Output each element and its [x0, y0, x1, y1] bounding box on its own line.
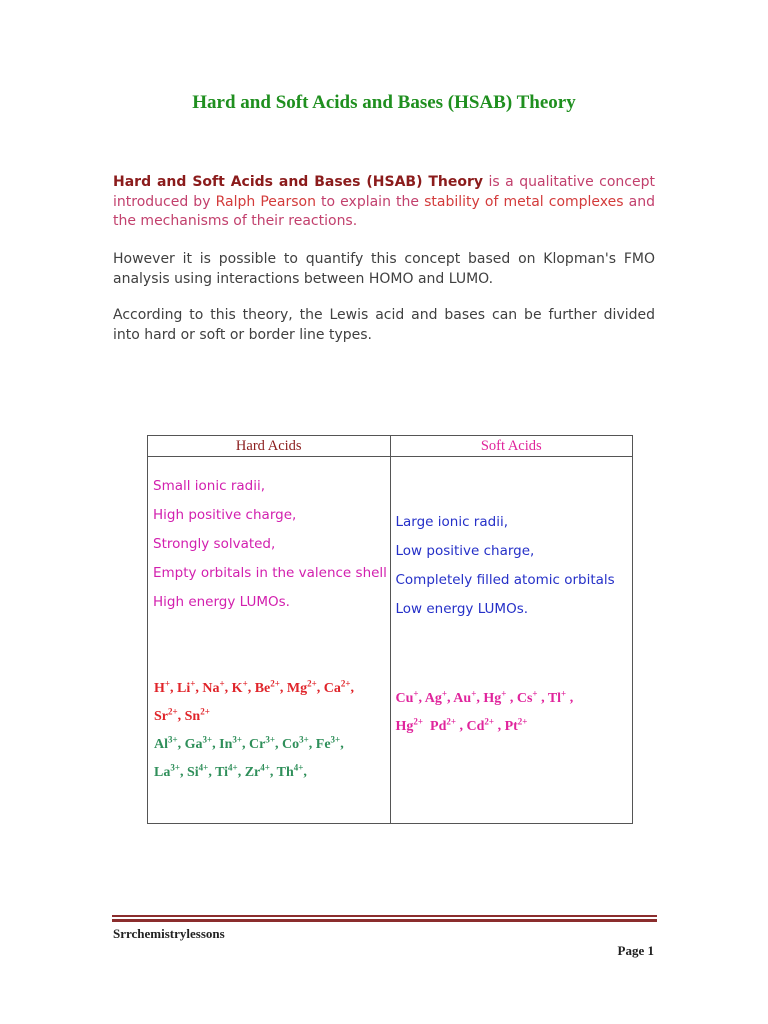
soft-acids-cell	[390, 457, 633, 824]
intro-paragraph	[113, 173, 655, 232]
ion: Tl+	[547, 688, 567, 706]
intro-text-3: and the mechanisms of their reactions.	[113, 193, 655, 229]
ion: $La^{3+}$	[154, 762, 180, 780]
hsab-term: Hard and Soft Acids and Bases (HSAB) Theory	[113, 174, 484, 190]
ion: $Sn^{2+}$	[184, 706, 210, 724]
ion: $Pd^{2+}$	[430, 716, 457, 734]
soft-ions-list	[396, 679, 574, 735]
ion: $Fe^{3+}$	[315, 734, 341, 752]
ion: $Ti^{4+}$	[215, 762, 238, 780]
ion: $Co^{3+}$	[282, 734, 309, 752]
ion: Au+	[453, 688, 477, 706]
hard-ions-line: $Sr^{2+}$, $Sn^{2+}$	[154, 706, 210, 724]
ion: $Si^{4+}$	[186, 762, 209, 780]
ion: $Cd^{2+}$	[466, 716, 495, 734]
ion: $Cr^{3+}$	[249, 734, 276, 752]
ion: $In^{3+}$	[219, 734, 243, 752]
person-name: Ralph Pearson	[215, 193, 316, 210]
ion: Li+	[177, 678, 196, 696]
soft-property: Large ionic radii,	[395, 514, 508, 530]
hard-ions-line: $Al^{3+}$, $Ga^{3+}$, $In^{3+}$, $Cr^{3+}$, $Co^{3+}$, $Fe^{3+}$,	[154, 734, 344, 752]
hard-property: High positive charge,	[153, 507, 297, 523]
footer-site-name: Srrchemistrylessons	[113, 926, 225, 941]
soft-property: Low positive charge,	[395, 543, 535, 559]
soft-ions-line: Cu+, Ag+, Au+, Hg+ , Cs+ , Tl+ ,	[395, 688, 574, 706]
hard-acids-header: Hard Acids	[148, 436, 391, 457]
ion: Ag+	[424, 688, 448, 706]
hard-acids-cell	[148, 457, 391, 824]
intro-text-2: to explain the	[315, 193, 425, 210]
intro-text-1: is a qualitative concept introduced by	[113, 174, 655, 210]
klopman-paragraph: However it is possible to quantify this concept based on Klopman's FMO analysis using interactions between HOMO and LUMO.	[113, 251, 655, 287]
ion: H+	[154, 678, 171, 696]
hard-property: Small ionic radii,	[153, 478, 266, 494]
page-title: Hard and Soft Acids and Bases (HSAB) Theory	[192, 92, 576, 113]
classification-paragraph: According to this theory, the Lewis acid and bases can be further divided into hard or soft or border line types.	[113, 307, 655, 343]
ion: Hg+	[483, 688, 507, 706]
ion: Na+	[202, 678, 225, 696]
soft-property: Completely filled atomic orbitals	[395, 572, 615, 588]
ion: Cs+	[516, 688, 538, 706]
soft-acids-header: Soft Acids	[390, 436, 633, 457]
footer-rule-thin	[112, 915, 657, 917]
hard-ions-list	[154, 669, 354, 781]
hard-properties-list	[153, 472, 387, 617]
topic-text: stability of metal complexes	[424, 193, 624, 210]
ion: $Mg^{2+}$	[286, 678, 317, 696]
ion: $Ga^{3+}$	[184, 734, 213, 752]
ion: $Hg^{2+}$	[395, 716, 424, 734]
ion: Cu+	[395, 688, 419, 706]
soft-properties-list	[396, 508, 615, 624]
ion: $Th^{4+}$	[276, 762, 304, 780]
hard-ions-line: $La^{3+}$, $Si^{4+}$, $Ti^{4+}$, $Zr^{4+}$, $Th^{4+}$,	[154, 762, 307, 780]
ion: $Be^{2+}$	[254, 678, 280, 696]
ion: K+	[231, 678, 248, 696]
hard-property: Strongly solvated,	[153, 536, 276, 552]
hard-property: Empty orbitals in the valence shell	[153, 565, 387, 581]
soft-property: Low energy LUMOs.	[395, 601, 529, 617]
ion: $Zr^{4+}$	[244, 762, 270, 780]
hard-property: High energy LUMOs.	[153, 594, 290, 610]
ion: $Pt^{2+}$	[504, 716, 528, 734]
ion: $Sr^{2+}$	[154, 706, 178, 724]
hsab-table	[147, 435, 633, 824]
soft-ions-line: $Hg^{2+}$ $Pd^{2+}$ , $Cd^{2+}$ , $Pt^{2+}$	[395, 716, 528, 734]
footer-rule-thick	[112, 919, 657, 922]
page-number: Page 1	[617, 943, 654, 958]
hard-ions-line: H+, Li+, Na+, K+, $Be^{2+}$, $Mg^{2+}$, $Ca^{2+}$,	[154, 678, 355, 696]
ion: $Ca^{2+}$	[323, 678, 351, 696]
ion: $Al^{3+}$	[154, 734, 178, 752]
